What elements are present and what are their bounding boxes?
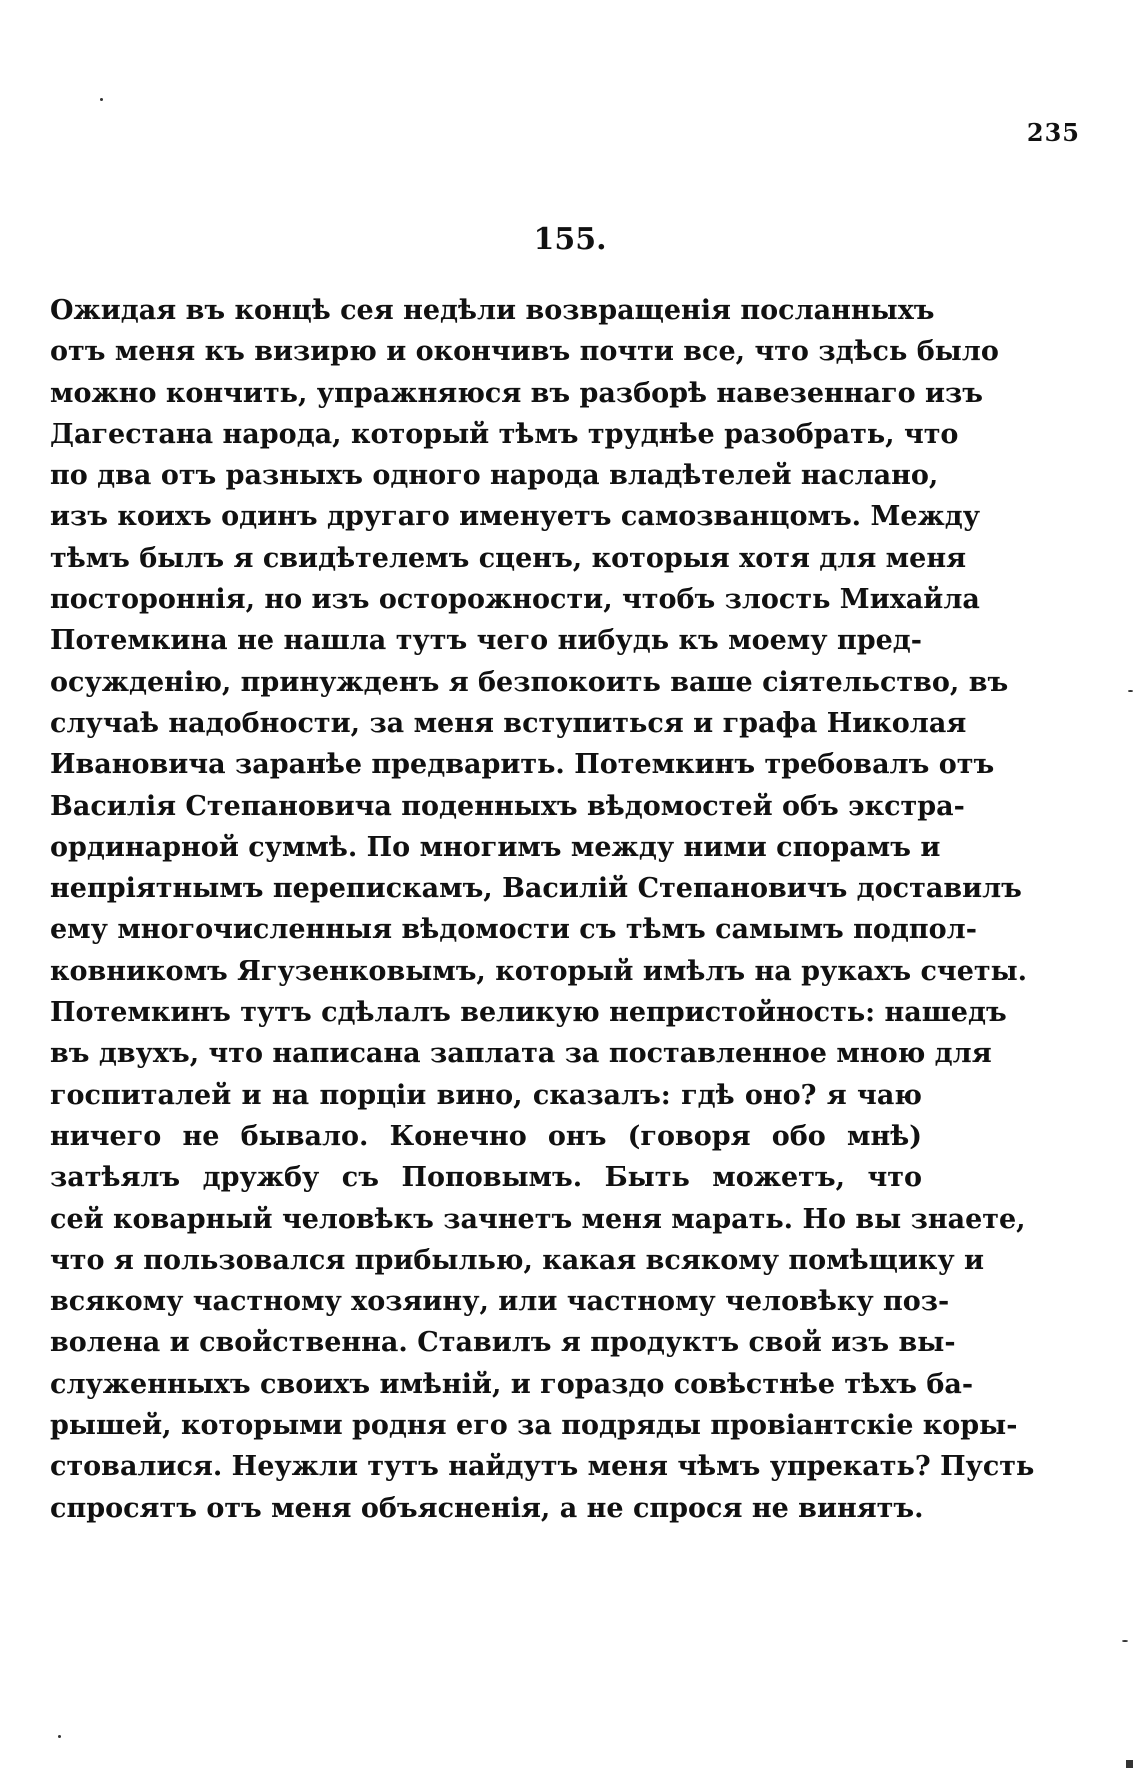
text-line: можно кончить, упражняюся въ разборѣ навезеннаго изъ	[50, 377, 983, 409]
text-line: непріятнымъ перепискамъ, Василій Степановичъ доставилъ	[50, 873, 1022, 905]
text-line: всякому частному хозяину, или частному человѣку поз-	[50, 1286, 950, 1318]
text-line: ничего не бывало. Конечно онъ (говоря обо мнѣ)	[50, 1120, 922, 1152]
text-line: служенныхъ своихъ имѣній, и гораздо совѣстнѣе тѣхъ ба-	[50, 1368, 974, 1400]
text-line: что я пользовался прибылью, какая всякому помѣщику и	[50, 1244, 985, 1276]
text-line: рышей, которыми родня его за подряды провіантскіе коры-	[50, 1410, 1018, 1442]
text-line: въ двухъ, что написана заплата за поставленное мною для	[50, 1038, 992, 1070]
scan-speck	[1128, 690, 1133, 692]
text-line: волена и свойственна. Ставилъ я продуктъ свой изъ вы-	[50, 1327, 956, 1359]
text-line: Василія Степановича поденныхъ вѣдомостей объ экстра-	[50, 790, 965, 822]
text-line: ковникомъ Ягузенковымъ, который имѣлъ на рукахъ счеты.	[50, 955, 1028, 987]
text-line: отъ меня къ визирю и окончивъ почти все, что здѣсь было	[50, 336, 999, 368]
text-line: Дагестана народа, который тѣмъ труднѣе разобрать, что	[50, 418, 959, 450]
text-line: Потемкина не нашла тутъ чего нибудь къ моему пред-	[50, 625, 922, 657]
text-line: по два отъ разныхъ одного народа владѣтелей наслано,	[50, 460, 939, 492]
scan-speck	[1126, 1760, 1133, 1768]
text-line: постороннія, но изъ осторожности, чтобъ злость Михайла	[50, 584, 980, 616]
text-line: изъ коихъ одинъ другаго именуетъ самозванцомъ. Между	[50, 501, 981, 533]
text-line: Потемкинъ тутъ сдѣлалъ великую непристойность: нашедъ	[50, 997, 1007, 1029]
text-line: стовалися. Неужли тутъ найдутъ меня чѣмъ упрекать? Пусть	[50, 1451, 1035, 1483]
text-line: сей коварный человѣкъ зачнетъ меня марать. Но вы знаете,	[50, 1203, 1026, 1235]
text-line: тѣмъ былъ я свидѣтелемъ сценъ, которыя хотя для меня	[50, 542, 967, 574]
page-number: 235	[1026, 118, 1080, 147]
text-line: госпиталей и на порціи вино, сказалъ: гдѣ оно? я чаю	[50, 1079, 922, 1111]
text-line: ординарной суммѣ. По многимъ между ними спорамъ и	[50, 831, 941, 863]
text-line: случаѣ надобности, за меня вступиться и графа Николая	[50, 707, 967, 739]
body-text	[50, 290, 1035, 1529]
text-line: осужденію, принужденъ я безпокоить ваше сіятельство, въ	[50, 666, 1009, 698]
scan-speck	[58, 1735, 61, 1738]
text-line: затѣялъ дружбу съ Поповымъ. Быть можетъ, что	[50, 1162, 922, 1194]
text-line: Ивановича заранѣе предварить. Потемкинъ требовалъ отъ	[50, 749, 995, 781]
scan-speck	[1122, 1640, 1128, 1642]
section-number: 155.	[533, 222, 607, 257]
text-line: ему многочисленныя вѣдомости съ тѣмъ самымъ подпол-	[50, 914, 977, 946]
text-line: Ожидая въ концѣ сея недѣли возвращенія посланныхъ	[50, 295, 935, 326]
text-line: спросятъ отъ меня объясненія, а не спрося не винятъ.	[50, 1492, 924, 1524]
scan-speck	[100, 98, 103, 101]
